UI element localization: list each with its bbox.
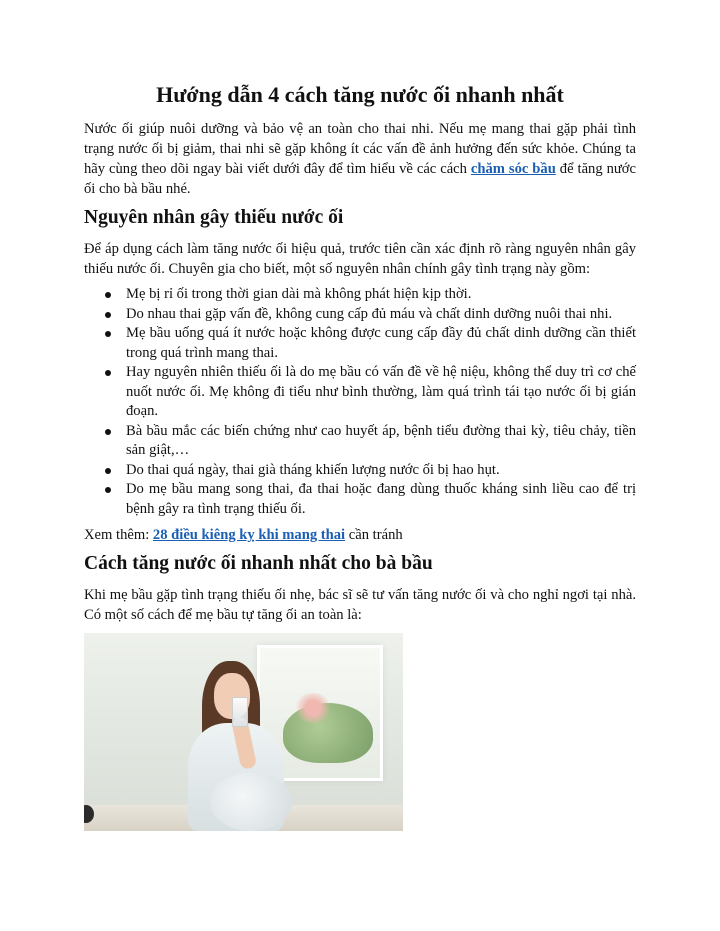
bullet-icon: [105, 429, 111, 435]
list-item-text: Bà bầu mắc các biến chứng như cao huyết áp, bệnh tiểu đường thai kỳ, tiêu chảy, tiền sản giật,…: [126, 422, 636, 458]
see-also-prefix: Xem thêm:: [84, 527, 153, 543]
intro-paragraph: [84, 119, 636, 199]
causes-paragraph: Để áp dụng cách làm tăng nước ối hiệu quả, trước tiên cần xác định rõ ràng nguyên nhân gây thiếu nước ối. Chuyên gia cho biết, một số nguyên nhân chính gây tình trạng này gồm:: [84, 241, 636, 277]
see-also-paragraph: [84, 525, 636, 545]
list-item: [126, 363, 636, 422]
article-title: Hướng dẫn 4 cách tăng nước ối nhanh nhất: [156, 82, 564, 107]
list-item: [126, 461, 636, 481]
list-item-text: Do nhau thai gặp vấn đề, không cung cấp đủ máu và chất dinh dưỡng nuôi thai nhi.: [126, 305, 613, 322]
list-item-text: Do mẹ bầu mang song thai, đa thai hoặc đang dùng thuốc kháng sinh liều cao để trị bệnh gây ra tình trạng thiếu ối.: [126, 481, 636, 517]
list-item: [126, 422, 636, 461]
bullet-icon: [105, 331, 111, 337]
bullet-icon: [105, 312, 111, 318]
see-also-suffix: cần tránh: [345, 527, 403, 543]
list-item: [126, 324, 636, 363]
article-content: [84, 80, 636, 831]
bullet-icon: [105, 370, 111, 376]
bullet-icon: [105, 468, 111, 474]
list-item-text: Mẹ bị rỉ ối trong thời gian dài mà không phát hiện kịp thời.: [126, 286, 472, 302]
cham-soc-bau-link[interactable]: chăm sóc bầu: [470, 161, 556, 177]
list-item-text: Hay nguyên nhiên thiếu ối là do mẹ bầu có vấn đề về hệ niệu, không thể duy trì cơ chế nuốt nước ối. Mẹ không đi tiểu như bình thường, làm quá trình tái tạo nước ối bị gián đoạn.: [126, 364, 636, 419]
bullet-icon: [105, 292, 111, 298]
list-item-text: Do thai quá ngày, thai già tháng khiến lượng nước ối bị hao hụt.: [126, 461, 500, 478]
water-glass-icon: [232, 697, 248, 727]
section-heading-causes: Nguyên nhân gây thiếu nước ối: [84, 207, 344, 228]
list-item: [126, 480, 636, 519]
section-heading-methods: Cách tăng nước ối nhanh nhất cho bà bầu: [84, 553, 433, 574]
photo-belly: [210, 773, 292, 831]
causes-list: [84, 285, 636, 519]
list-item: [126, 285, 636, 305]
intro-text: Nước ối giúp nuôi dưỡng và bảo vệ an toàn cho thai nhi. Nếu mẹ mang thai gặp phải tình trạng nước ối bị giảm, thai nhi sẽ gặp không ít các vấn đề ảnh hưởng đến sức khỏe. Chúng ta hãy cùng theo dõi ngay bài viết dưới đây để tìm hiểu về các cách: [84, 121, 636, 177]
list-item: [126, 305, 636, 325]
pregnant-woman-drinking-water-photo: [84, 633, 403, 831]
intro-text-end: để tăng nước ối cho bà bầu nhé.: [84, 161, 636, 197]
kieng-ky-link[interactable]: 28 điều kiêng kỵ khi mang thai: [152, 527, 346, 543]
methods-paragraph: Khi mẹ bầu gặp tình trạng thiếu ối nhẹ, bác sĩ sẽ tư vấn tăng nước ối và cho nghỉ ngơi tại nhà. Có một số cách để mẹ bầu tự tăng ối an toàn là:: [84, 587, 636, 623]
list-item-text: Mẹ bầu uống quá ít nước hoặc không được cung cấp đầy đủ chất dinh dưỡng cần thiết trong quá trình mang thai.: [126, 325, 636, 361]
photo-flowers: [293, 693, 333, 723]
bullet-icon: [105, 487, 111, 493]
